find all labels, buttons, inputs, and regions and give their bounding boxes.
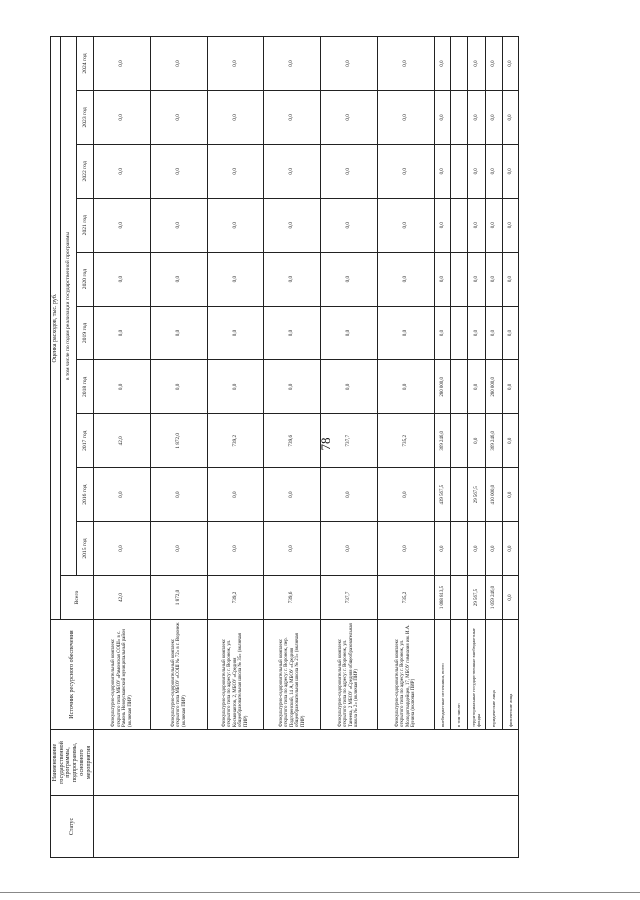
- header-year: 2015 год: [77, 522, 94, 576]
- year-cell: 0,0: [151, 522, 208, 576]
- year-cell: 737,7: [321, 414, 378, 468]
- year-cell: [451, 414, 468, 468]
- total-cell: 1 872,0: [151, 576, 208, 620]
- page-number: 78: [318, 437, 333, 451]
- year-cell: 0,0: [502, 144, 519, 198]
- year-cell: 0,0: [434, 198, 451, 252]
- year-cell: 0,0: [151, 306, 208, 360]
- total-cell: [451, 576, 468, 620]
- year-cell: 0,0: [264, 306, 321, 360]
- year-cell: 0,0: [321, 144, 378, 198]
- header-total: Всего: [60, 576, 94, 620]
- source-cell: Физкультурно-оздоровительный комплекс открытого типа по адресу: г. Воронеж, ул. Молодогвардейцев, 17, МБОУ гимназия им. И.А. Бунина (включая ПИР): [377, 620, 434, 730]
- table-body: [94, 37, 519, 858]
- year-cell: 0,0: [321, 306, 378, 360]
- year-cell: 29 567,5: [467, 468, 485, 522]
- year-cell: 0,0: [434, 306, 451, 360]
- year-cell: [451, 522, 468, 576]
- year-cell: 0,0: [502, 252, 519, 306]
- year-cell: 0,0: [467, 414, 485, 468]
- year-cell: [451, 90, 468, 144]
- year-cell: 0,0: [467, 306, 485, 360]
- year-cell: 0,0: [321, 522, 378, 576]
- year-cell: 0,0: [486, 252, 503, 306]
- year-cell: 0,0: [486, 37, 503, 91]
- year-cell: [451, 37, 468, 91]
- year-cell: 0,0: [151, 468, 208, 522]
- year-cell: 0,0: [467, 144, 485, 198]
- source-cell: внебюджетные источники, всего: [434, 620, 451, 730]
- year-cell: 0,0: [151, 198, 208, 252]
- source-cell: Физкультурно-оздоровительный комплекс открытого типа МБОУ «СОШ № 72» в г. Воронеж (включая ПИР): [151, 620, 208, 730]
- year-cell: 0,0: [264, 198, 321, 252]
- year-cell: 0,0: [94, 144, 151, 198]
- year-cell: 0,0: [377, 198, 434, 252]
- total-cell: 735,2: [377, 576, 434, 620]
- year-cell: 0,0: [207, 144, 264, 198]
- year-cell: [451, 360, 468, 414]
- year-cell: 0,0: [467, 198, 485, 252]
- year-cell: 0,0: [207, 90, 264, 144]
- year-cell: 0,0: [502, 522, 519, 576]
- source-cell: территориальные государственные внебюджетные фонды: [467, 620, 485, 730]
- year-cell: 0,0: [151, 37, 208, 91]
- year-cell: 0,0: [502, 37, 519, 91]
- year-cell: [451, 198, 468, 252]
- year-cell: 42,0: [94, 414, 151, 468]
- year-cell: 0,0: [321, 90, 378, 144]
- year-cell: 0,0: [486, 144, 503, 198]
- header-year: 2022 год: [77, 144, 94, 198]
- program-name-cell: [94, 730, 519, 796]
- year-cell: [451, 306, 468, 360]
- year-cell: 0,0: [207, 198, 264, 252]
- year-cell: 0,0: [467, 37, 485, 91]
- year-cell: 0,0: [434, 90, 451, 144]
- year-cell: 280 000,0: [434, 360, 451, 414]
- year-cell: 0,0: [377, 144, 434, 198]
- total-cell: 739,6: [264, 576, 321, 620]
- year-cell: 0,0: [502, 306, 519, 360]
- year-cell: 0,0: [467, 522, 485, 576]
- year-cell: 0,0: [264, 252, 321, 306]
- source-cell: физические лица: [502, 620, 519, 730]
- table-header: [51, 37, 94, 858]
- year-cell: 0,0: [377, 37, 434, 91]
- year-cell: 0,0: [151, 252, 208, 306]
- year-cell: 369 246,0: [486, 414, 503, 468]
- year-cell: 0,0: [264, 90, 321, 144]
- year-cell: 0,0: [94, 306, 151, 360]
- total-cell: 0,0: [502, 576, 519, 620]
- year-cell: 280 000,0: [486, 360, 503, 414]
- year-cell: 0,0: [486, 90, 503, 144]
- year-cell: 0,0: [94, 252, 151, 306]
- header-year: 2018 год: [77, 360, 94, 414]
- header-resource-source: Источник ресурсного обеспечения: [51, 620, 94, 730]
- year-cell: 0,0: [377, 522, 434, 576]
- page-bottom-rule: [0, 892, 640, 893]
- year-cell: 739,6: [264, 414, 321, 468]
- header-year: 2023 год: [77, 90, 94, 144]
- source-cell: Физкультурно-оздоровительный комплекс открытого типа по адресу: г. Воронеж, ул. Космонавтов, 2, МБОУ «Средняя общеобразовательная школа № 35» (включая ПИР): [207, 620, 264, 730]
- year-cell: 0,0: [151, 90, 208, 144]
- source-cell: Физкультурно-оздоровительный комплекс открытого типа по адресу: г. Воронеж, пер. Подгоренский, 14 А, МБОУ «Средняя общеобразовательная школа № 21» (включая ПИР): [264, 620, 321, 730]
- header-year: 2016 год: [77, 468, 94, 522]
- source-cell: Физкультурно-оздоровительный комплекс открытого типа по адресу: г. Воронеж, ул. Танеева, 2 МБОУ «Средняя общеобразовательная школа № 2» (включая ПИР): [321, 620, 378, 730]
- year-cell: 0,0: [264, 522, 321, 576]
- year-cell: [451, 144, 468, 198]
- year-cell: 0,0: [321, 360, 378, 414]
- header-by-years: в том числе по годам реализации государственной программы: [60, 37, 77, 576]
- year-cell: 0,0: [467, 252, 485, 306]
- year-cell: 369 246,0: [434, 414, 451, 468]
- total-cell: 1 088 813,5: [434, 576, 451, 620]
- year-cell: 0,0: [264, 360, 321, 414]
- year-cell: 0,0: [94, 468, 151, 522]
- header-year: 2019 год: [77, 306, 94, 360]
- year-cell: 0,0: [94, 37, 151, 91]
- year-cell: 0,0: [207, 306, 264, 360]
- header-year: 2017 год: [77, 414, 94, 468]
- year-cell: 0,0: [434, 37, 451, 91]
- year-cell: 0,0: [151, 144, 208, 198]
- status-cell: [94, 796, 519, 858]
- year-cell: 735,2: [377, 414, 434, 468]
- year-cell: 0,0: [321, 468, 378, 522]
- source-cell: юридические лица: [486, 620, 503, 730]
- year-cell: 0,0: [502, 198, 519, 252]
- year-cell: [451, 468, 468, 522]
- year-cell: 0,0: [321, 252, 378, 306]
- year-cell: 0,0: [94, 522, 151, 576]
- year-cell: 0,0: [151, 360, 208, 414]
- total-cell: 42,0: [94, 576, 151, 620]
- year-cell: 0,0: [467, 90, 485, 144]
- year-cell: 0,0: [94, 360, 151, 414]
- rotated-sheet: [50, 36, 512, 858]
- resource-table: [50, 36, 519, 858]
- year-cell: 0,0: [264, 468, 321, 522]
- header-year: 2021 год: [77, 198, 94, 252]
- year-cell: 0,0: [486, 522, 503, 576]
- year-cell: 0,0: [434, 144, 451, 198]
- year-cell: 0,0: [207, 360, 264, 414]
- year-cell: 0,0: [377, 90, 434, 144]
- year-cell: 0,0: [502, 468, 519, 522]
- total-cell: 737,7: [321, 576, 378, 620]
- header-program-name: Наименование государственной программы, подпрограммы, основного мероприятия: [51, 730, 94, 796]
- year-cell: 0,0: [207, 468, 264, 522]
- header-year: 2024 год: [77, 37, 94, 91]
- year-cell: 0,0: [377, 468, 434, 522]
- total-cell: 739,2: [207, 576, 264, 620]
- year-cell: 0,0: [94, 198, 151, 252]
- year-cell: 0,0: [502, 414, 519, 468]
- table-row: [94, 37, 151, 858]
- year-cell: 0,0: [377, 306, 434, 360]
- year-cell: 410 000,0: [486, 468, 503, 522]
- year-cell: 0,0: [486, 306, 503, 360]
- year-cell: 0,0: [207, 522, 264, 576]
- year-cell: 439 567,5: [434, 468, 451, 522]
- year-cell: 0,0: [207, 37, 264, 91]
- source-cell: в том числе:: [451, 620, 468, 730]
- year-cell: 0,0: [502, 90, 519, 144]
- year-cell: 0,0: [264, 37, 321, 91]
- year-cell: 0,0: [264, 144, 321, 198]
- total-cell: 1 059 246,0: [486, 576, 503, 620]
- year-cell: 1 872,0: [151, 414, 208, 468]
- year-cell: 0,0: [434, 252, 451, 306]
- table-rotator: [50, 36, 512, 858]
- year-cell: 0,0: [467, 360, 485, 414]
- total-cell: 29 567,5: [467, 576, 485, 620]
- header-status: Статус: [51, 796, 94, 858]
- header-expenses-estimate: Оценка расходов, тыс. руб.: [51, 37, 61, 620]
- year-cell: 0,0: [377, 252, 434, 306]
- year-cell: 0,0: [502, 360, 519, 414]
- year-cell: 739,2: [207, 414, 264, 468]
- year-cell: 0,0: [94, 90, 151, 144]
- year-cell: 0,0: [321, 198, 378, 252]
- year-cell: 0,0: [377, 360, 434, 414]
- header-year: 2020 год: [77, 252, 94, 306]
- year-cell: 0,0: [207, 252, 264, 306]
- source-cell: Физкультурно-оздоровительный комплекс открытого типа МБОУ «Рамонская СОШ» в с. Рамонь Новоусманский муниципальный район (включая ПИР): [94, 620, 151, 730]
- year-cell: 0,0: [321, 37, 378, 91]
- year-cell: [451, 252, 468, 306]
- year-cell: 0,0: [486, 198, 503, 252]
- year-cell: 0,0: [434, 522, 451, 576]
